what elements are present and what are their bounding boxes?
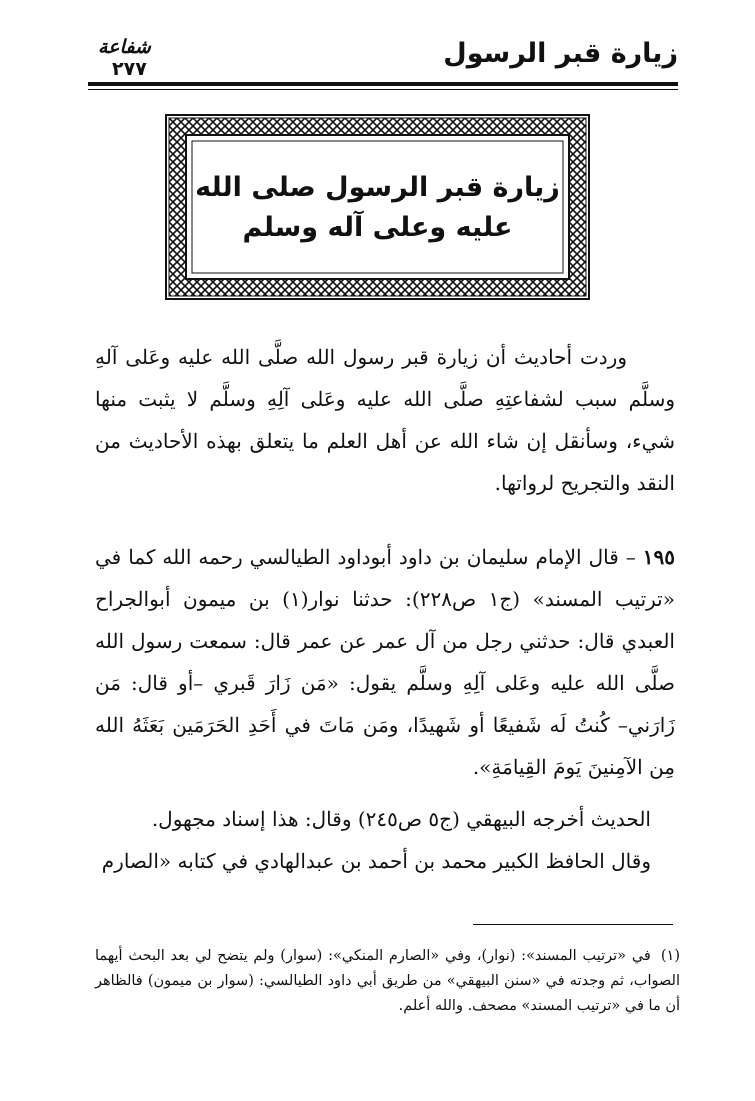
header-rule-thin	[88, 89, 678, 90]
header-rule	[88, 82, 678, 86]
chapter-title-line-2: عليه وعلى آله وسلم	[242, 212, 513, 243]
running-header	[88, 32, 678, 92]
chapter-title	[195, 168, 560, 248]
hadith-paragraph	[95, 536, 675, 788]
footnote	[95, 944, 680, 1019]
page-number: ٢٧٧	[112, 58, 147, 80]
footnote-text: في «ترتيب المسند»: (نوار)، وفي «الصارم المنكي»: (سوار) ولم يتضح لي بعد البحث أيهما الصواب، ثم وجدته في «سنن البيهقي» من طريق أبي داود الطيالسي: (سوار بن ميمون) فالظاهر أن ما في «ترتيب المسند» مصحف. والله أعلم.	[95, 948, 680, 1014]
baihaqi-paragraph: الحديث أخرجه البيهقي (ج٥ ص٢٤٥) وقال: هذا إسناد مجهول.	[151, 807, 651, 831]
footnote-separator	[473, 924, 673, 925]
hadith-text: – قال الإمام سليمان بن داود أبوداود الطيالسي رحمه الله كما في «ترتيب المسند» (ج١ ص٢٢٨): حدثنا نوار(١) بن ميمون أبوالجراح العبدي قال: حدثني رجل من آل عمر عن عمر قال: سمعت رسول الله صلَّى الله عليه وعَلى آلِهِ وسلَّم يقول: «مَن زَارَ قَبري –أو قال: مَن زَارَني– كُنتُ لَه شَفيعًا أو شَهيدًا، ومَن مَاتَ في أَحَدِ الحَرَمَين بَعَثَهُ الله مِن الآمِنينَ يَومَ القِيامَةِ».	[95, 545, 675, 779]
chapter-title-frame	[165, 114, 590, 300]
chapter-title-line-1: زيارة قبر الرسول صلى الله	[195, 172, 560, 203]
running-title: زيارة قبر الرسول	[443, 38, 678, 69]
section-label: شفاعة	[98, 36, 151, 58]
footnote-number: (١)	[660, 948, 680, 964]
ibn-abdulhadi-paragraph: وقال الحافظ الكبير محمد بن أحمد بن عبدالهادي في كتابه «الصارم	[101, 849, 651, 873]
intro-paragraph: وردت أحاديث أن زيارة قبر رسول الله صلَّى الله عليه وعَلى آلهِ وسلَّم سبب لشفاعتِهِ صلَّى الله عليه وعَلى آلِهِ وسلَّم لا يثبت منها شيء، وسأنقل إن شاء الله عن أهل العلم ما يتعلق بهذه الأحاديث من النقد والتجريح لرواتها.	[95, 345, 675, 495]
hadith-number: ١٩٥	[642, 545, 675, 569]
